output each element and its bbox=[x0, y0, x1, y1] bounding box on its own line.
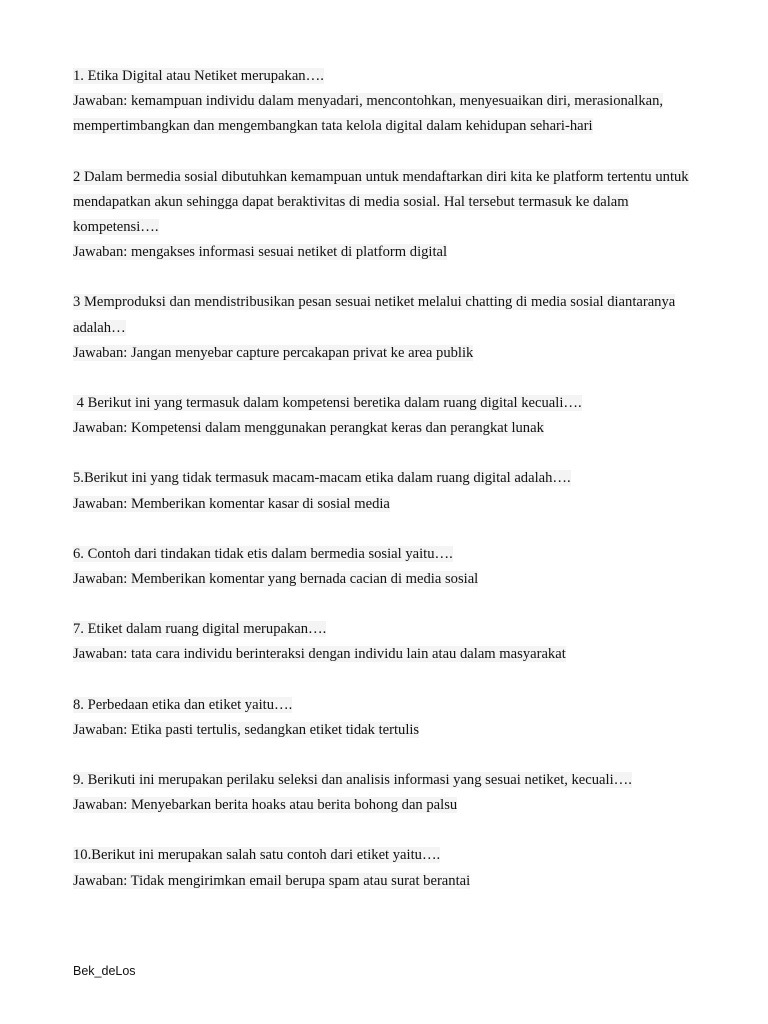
qa-item-4 bbox=[73, 391, 703, 441]
qa-item-6 bbox=[73, 542, 703, 592]
footer-author: Bek_deLos bbox=[73, 964, 136, 978]
answer-text: Jawaban: Kompetensi dalam menggunakan perangkat keras dan perangkat lunak bbox=[73, 420, 544, 437]
question-text: 8. Perbedaan etika dan etiket yaitu…. bbox=[73, 696, 293, 713]
answer-text: Jawaban: Memberikan komentar kasar di sosial media bbox=[73, 495, 390, 512]
question-text: 10.Berikut ini merupakan salah satu contoh dari etiket yaitu…. bbox=[73, 847, 441, 864]
answer-text: Jawaban: Jangan menyebar capture percakapan privat ke area publik bbox=[73, 344, 474, 361]
question-text: 3 Memproduksi dan mendistribusikan pesan sesuai netiket melalui chatting di media sosial diantaranya adalah… bbox=[73, 294, 676, 336]
answer-text: Jawaban: mengakses informasi sesuai netiket di platform digital bbox=[73, 244, 448, 261]
qa-list bbox=[73, 64, 703, 919]
answer-text: Jawaban: Etika pasti tertulis, sedangkan etiket tidak tertulis bbox=[73, 721, 420, 738]
answer-text: Jawaban: tata cara individu berinteraksi dengan individu lain atau dalam masyarakat bbox=[73, 646, 566, 663]
answer-text: Jawaban: Tidak mengirimkan email berupa spam atau surat berantai bbox=[73, 872, 471, 889]
qa-item-7 bbox=[73, 617, 703, 667]
qa-item-10 bbox=[73, 843, 703, 893]
question-text: 7. Etiket dalam ruang digital merupakan…. bbox=[73, 621, 327, 638]
qa-item-1 bbox=[73, 64, 703, 140]
answer-text: Jawaban: Memberikan komentar yang bernada cacian di media sosial bbox=[73, 571, 479, 588]
question-text: 5.Berikut ini yang tidak termasuk macam-macam etika dalam ruang digital adalah…. bbox=[73, 470, 571, 487]
question-text: 2 Dalam bermedia sosial dibutuhkan kemampuan untuk mendaftarkan diri kita ke platform tertentu untuk mendapatkan akun sehingga dapat beraktivitas di media sosial. Hal tersebut termasuk ke dalam kompetensi…. bbox=[73, 168, 689, 236]
question-text: 9. Berikuti ini merupakan perilaku seleksi dan analisis informasi yang sesuai netiket, kecuali…. bbox=[73, 772, 632, 789]
qa-item-3 bbox=[73, 290, 703, 366]
question-text: 4 Berikut ini yang termasuk dalam kompetensi beretika dalam ruang digital kecuali…. bbox=[73, 395, 582, 412]
question-text: 6. Contoh dari tindakan tidak etis dalam bermedia sosial yaitu…. bbox=[73, 545, 453, 562]
answer-text: Jawaban: kemampuan individu dalam menyadari, mencontohkan, menyesuaikan diri, merasionalkan, mempertimbangkan dan mengembangkan tata kelola digital dalam kehidupan sehari-hari bbox=[73, 93, 664, 135]
qa-item-8 bbox=[73, 693, 703, 743]
question-text: 1. Etika Digital atau Netiket merupakan…. bbox=[73, 68, 324, 84]
qa-item-9 bbox=[73, 768, 703, 818]
qa-item-2 bbox=[73, 165, 703, 266]
answer-text: Jawaban: Menyebarkan berita hoaks atau berita bohong dan palsu bbox=[73, 797, 458, 814]
qa-item-5 bbox=[73, 466, 703, 516]
